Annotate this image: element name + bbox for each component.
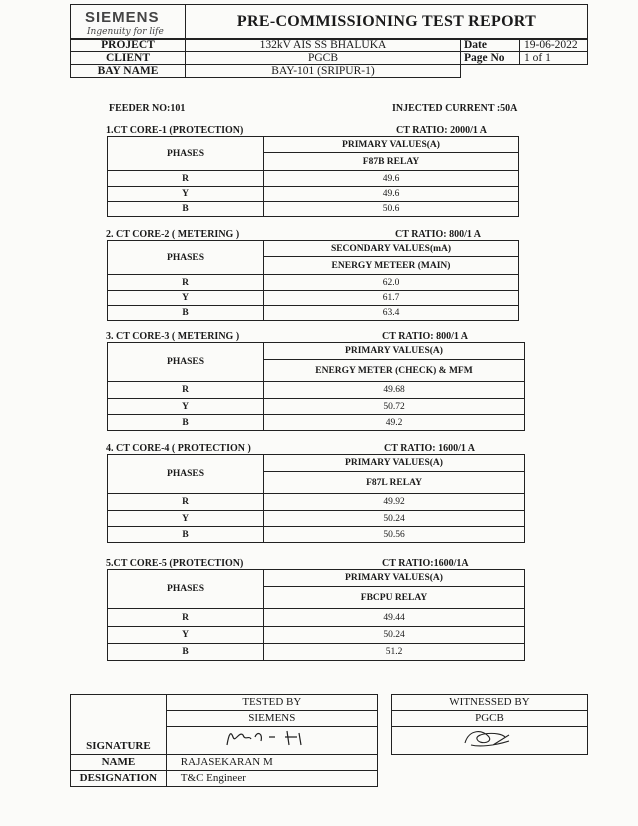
phase-label: B (108, 644, 264, 661)
phase-value: 51.2 (264, 644, 525, 661)
device-header: ENERGY METER (CHECK) & MFM (264, 360, 525, 382)
client-value: PGCB (186, 52, 461, 65)
phase-label: B (108, 306, 264, 321)
core-title: 1.CT CORE-1 (PROTECTION) (106, 125, 244, 136)
phases-header: PHASES (108, 241, 264, 275)
ct-core-table (107, 569, 525, 661)
phase-value: 50.6 (264, 202, 519, 217)
date-label: Date (461, 39, 520, 52)
ct-core-table (107, 136, 519, 217)
designation-value: T&C Engineer (166, 770, 377, 786)
phase-value: 50.72 (264, 399, 525, 415)
values-header: PRIMARY VALUES(A) (264, 570, 525, 587)
phases-header: PHASES (108, 343, 264, 382)
phase-label: Y (108, 291, 264, 306)
client-label: CLIENT (71, 52, 186, 65)
injected-current: INJECTED CURRENT :50A (392, 103, 518, 114)
logo-cell (71, 5, 186, 40)
ct-core-table (107, 342, 525, 431)
ct-ratio: CT RATIO: 1600/1 A (384, 443, 476, 454)
phase-label: R (108, 382, 264, 399)
core-title: 5.CT CORE-5 (PROTECTION) (106, 558, 244, 569)
ct-ratio: CT RATIO: 800/1 A (382, 331, 469, 342)
phase-value: 49.92 (264, 494, 525, 511)
ct-core-table (107, 454, 525, 543)
phase-label: R (108, 275, 264, 291)
witness-signature-image (449, 727, 529, 749)
signature-label: SIGNATURE (71, 726, 167, 754)
values-header: PRIMARY VALUES(A) (264, 137, 519, 153)
device-header: F87B RELAY (264, 153, 519, 171)
phase-label: R (108, 494, 264, 511)
device-header: ENERGY METEER (MAIN) (264, 257, 519, 275)
phase-value: 49.6 (264, 171, 519, 187)
phase-value: 49.2 (264, 415, 525, 431)
core-title: 2. CT CORE-2 ( METERING ) (106, 229, 240, 240)
tested-by-org: SIEMENS (166, 710, 377, 726)
core-title: 3. CT CORE-3 ( METERING ) (106, 331, 240, 342)
phase-label: Y (108, 187, 264, 202)
feeder-number: FEEDER NO:101 (109, 103, 186, 114)
tester-signature (166, 726, 377, 754)
name-value: RAJASEKARAN M (166, 754, 377, 770)
core-title: 4. CT CORE-4 ( PROTECTION ) (106, 443, 251, 454)
values-header: PRIMARY VALUES(A) (264, 343, 525, 360)
ct-ratio: CT RATIO:1600/1A (382, 558, 469, 569)
values-header: SECONDARY VALUES(mA) (264, 241, 519, 257)
values-header: PRIMARY VALUES(A) (264, 455, 525, 472)
phase-label: B (108, 527, 264, 543)
ct-ratio: CT RATIO: 800/1 A (395, 229, 482, 240)
phase-label: B (108, 415, 264, 431)
designation-label: DESIGNATION (71, 770, 167, 786)
page-label: Page No (461, 52, 520, 65)
phase-label: R (108, 171, 264, 187)
report-header (70, 4, 588, 40)
tester-signature-image (217, 727, 327, 749)
report-title: PRE-COMMISSIONING TEST REPORT (186, 5, 588, 40)
company-tagline: Ingenuity for life (87, 27, 164, 37)
phase-value: 50.24 (264, 511, 525, 527)
phases-header: PHASES (108, 570, 264, 609)
phase-label: Y (108, 627, 264, 644)
phase-value: 61.7 (264, 291, 519, 306)
date-value: 19-06-2022 (520, 39, 588, 52)
company-logo: SIEMENS (85, 9, 160, 26)
phase-value: 63.4 (264, 306, 519, 321)
phase-value: 49.68 (264, 382, 525, 399)
phases-header: PHASES (108, 455, 264, 494)
phase-label: B (108, 202, 264, 217)
ct-ratio: CT RATIO: 2000/1 A (396, 125, 488, 136)
witness-signature (391, 726, 587, 754)
phase-value: 50.56 (264, 527, 525, 543)
tested-by-label: TESTED BY (166, 695, 377, 711)
phase-value: 49.44 (264, 609, 525, 627)
witnessed-by-label: WITNESSED BY (391, 695, 587, 711)
project-label: PROJECT (71, 39, 186, 52)
phases-header: PHASES (108, 137, 264, 171)
phase-label: Y (108, 511, 264, 527)
project-value: 132kV AIS SS BHALUKA (186, 39, 461, 52)
report-info-table (70, 38, 588, 78)
phase-value: 62.0 (264, 275, 519, 291)
phase-value: 50.24 (264, 627, 525, 644)
ct-core-table (107, 240, 519, 321)
phase-label: Y (108, 399, 264, 415)
bay-value: BAY-101 (SRIPUR-1) (186, 65, 461, 78)
device-header: FBCPU RELAY (264, 587, 525, 609)
signature-table (70, 694, 588, 787)
device-header: F87L RELAY (264, 472, 525, 494)
phase-value: 49.6 (264, 187, 519, 202)
page-value: 1 of 1 (520, 52, 588, 65)
witnessed-by-org: PGCB (391, 710, 587, 726)
phase-label: R (108, 609, 264, 627)
name-label: NAME (71, 754, 167, 770)
bay-label: BAY NAME (71, 65, 186, 78)
